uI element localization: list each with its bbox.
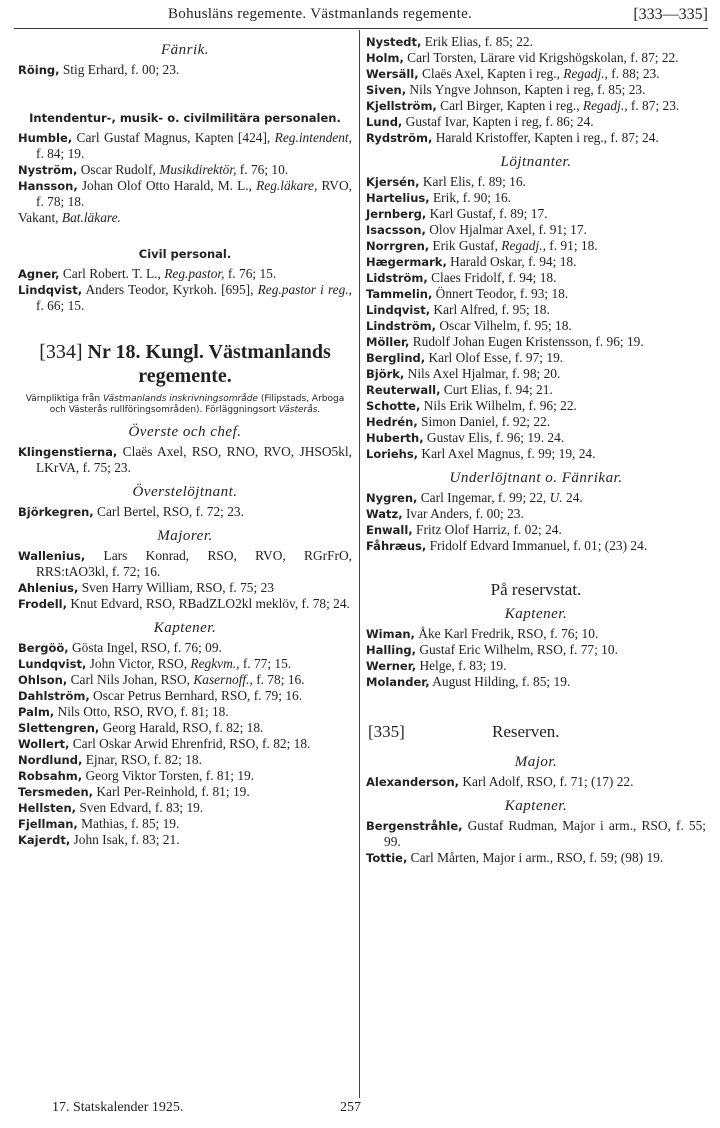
person-surname: Björkegren,	[18, 505, 94, 519]
person-surname: Björk,	[366, 367, 405, 381]
note-italic: Västmanlands inskrivningsområde	[102, 394, 258, 404]
person-surname: Loriehs,	[366, 447, 419, 461]
spacer	[18, 78, 352, 90]
personnel-entry	[366, 642, 706, 658]
person-surname: Tersmeden,	[18, 785, 94, 799]
entry-text: RVO, f. 78; 18.	[36, 178, 352, 209]
personnel-entry	[18, 704, 352, 720]
entry-text: Lars Konrad, RSO, RVO, RGrFrO, RRS:tAO3kl, f. 72; 16.	[36, 548, 352, 579]
section-heading: Kaptener.	[504, 798, 568, 814]
person-surname: Berglind,	[366, 351, 426, 365]
entry-text: Simon Daniel, f. 92; 22.	[417, 414, 551, 429]
person-surname: Agner,	[18, 267, 60, 281]
personnel-entry	[366, 98, 706, 114]
personnel-entry	[366, 302, 706, 318]
entry-text: Claës Axel, Kapten i reg.,	[418, 66, 564, 81]
person-surname: Nyström,	[18, 163, 78, 177]
section-number: [334]	[39, 341, 83, 363]
section-heading: Överstelöjtnant.	[132, 484, 238, 500]
entry-text: Ejnar, RSO, f. 82; 18.	[82, 752, 202, 767]
person-surname: Kjellström,	[366, 99, 437, 113]
entry-text: Claës Axel, RSO, RNO, RVO, JHSO5kl, LKrVA, f. 75; 23.	[36, 444, 352, 475]
personnel-entry	[366, 334, 706, 350]
personnel-entry	[366, 114, 706, 130]
page-range: [333—335]	[633, 6, 708, 23]
entry-text: Harald Kristoffer, Kapten i reg., f. 87; 24.	[432, 130, 659, 145]
entry-text: 24.	[562, 490, 583, 505]
person-surname: Halling,	[366, 643, 416, 657]
personnel-entry	[18, 656, 352, 672]
entry-text: Carl Birger, Kapten i reg.,	[436, 98, 583, 113]
person-surname: Wollert,	[18, 737, 70, 751]
person-surname: Dahlström,	[18, 689, 90, 703]
person-surname: Tammelin,	[366, 287, 433, 301]
personnel-entry	[366, 446, 706, 462]
person-surname: Werner,	[366, 659, 417, 673]
entry-text: Erik Elias, f. 85; 22.	[421, 34, 533, 49]
section-heading: Underlöjtnant o. Fänrikar.	[449, 470, 623, 486]
person-surname: Isacsson,	[366, 223, 426, 237]
entry-text: Stig Erhard, f. 00; 23.	[59, 62, 180, 77]
person-surname: Klingenstierna,	[18, 445, 118, 459]
entry-text: Oscar Vilhelm, f. 95; 18.	[435, 318, 572, 333]
person-surname: Slettengren,	[18, 721, 100, 735]
personnel-entry	[18, 210, 352, 226]
entry-text: f. 87; 23.	[627, 98, 680, 113]
entry-text: Nils Erik Wilhelm, f. 96; 22.	[420, 398, 577, 413]
personnel-entry	[366, 130, 706, 146]
entry-text: f. 78; 16.	[252, 672, 305, 687]
entry-text: f. 76; 15.	[224, 266, 277, 281]
person-surname: Reuterwall,	[366, 383, 441, 397]
entry-text: Oscar Petrus Bernhard, RSO, f. 79; 16.	[89, 688, 303, 703]
section-label: Reserven.	[492, 722, 560, 741]
person-surname: Nystedt,	[366, 35, 422, 49]
entry-text: Nils Otto, RSO, RVO, f. 81; 18.	[54, 704, 229, 719]
entry-text: Olov Hjalmar Axel, f. 91; 17.	[425, 222, 587, 237]
person-surname: Ohlson,	[18, 673, 68, 687]
personnel-entry	[18, 504, 352, 520]
right-column	[366, 34, 706, 866]
personnel-entry	[366, 538, 706, 554]
person-surname: Wersäll,	[366, 67, 419, 81]
entry-title: U.	[549, 490, 563, 505]
entry-text: Curt Elias, f. 94; 21.	[440, 382, 553, 397]
reserve-section-heading	[366, 724, 706, 746]
personnel-entry	[366, 366, 706, 382]
entry-text: Karl Axel Magnus, f. 99; 19, 24.	[418, 446, 596, 461]
personnel-entry	[366, 66, 706, 82]
entry-text: John Victor, RSO,	[86, 656, 191, 671]
personnel-entry	[366, 222, 706, 238]
section-heading: Kaptener.	[504, 606, 568, 622]
personnel-entry	[366, 414, 706, 430]
entry-text: Rudolf Johan Eugen Kristensson, f. 96; 19.	[409, 334, 644, 349]
entry-text: Carl Bertel, RSO, f. 72; 23.	[93, 504, 244, 519]
person-surname: Kajerdt,	[18, 833, 71, 847]
person-surname: Alexanderson,	[366, 775, 460, 789]
column-divider	[359, 30, 360, 1098]
left-column	[18, 34, 352, 848]
entry-title: Reg.intendent,	[274, 130, 352, 145]
person-surname: Fjellman,	[18, 817, 78, 831]
entry-text: Åke Karl Fredrik, RSO, f. 76; 10.	[414, 626, 599, 641]
person-surname: Bergenstråhle,	[366, 819, 463, 833]
person-surname: Molander,	[366, 675, 430, 689]
person-surname: Humble,	[18, 131, 73, 145]
personnel-entry	[18, 130, 352, 162]
person-surname: Rydström,	[366, 131, 433, 145]
personnel-entry	[366, 318, 706, 334]
entry-text: Anders Teodor, Kyrkoh. [695],	[82, 282, 258, 297]
entry-text: Önnert Teodor, f. 93; 18.	[432, 286, 569, 301]
personnel-entry	[18, 282, 352, 314]
person-surname: Ahlenius,	[18, 581, 79, 595]
entry-text: Carl Nils Johan, RSO,	[67, 672, 194, 687]
person-surname: Lundqvist,	[18, 657, 87, 671]
entry-text: Karl Elis, f. 89; 16.	[419, 174, 526, 189]
entry-title: Regadj.,	[501, 238, 546, 253]
entry-title: Reg.läkare,	[256, 178, 318, 193]
person-surname: Möller,	[366, 335, 410, 349]
note-text: (Filipstads, Arboga och Västerås rullföringsområden). Förläggningsort	[49, 394, 345, 415]
page-footer	[0, 1100, 720, 1120]
entry-text: Erik, f. 90; 16.	[429, 190, 512, 205]
entry-text: Carl Robert. T. L.,	[59, 266, 165, 281]
personnel-entry	[366, 190, 706, 206]
entry-text: Gösta Ingel, RSO, f. 76; 09.	[68, 640, 222, 655]
personnel-entry	[366, 674, 706, 690]
personnel-entry	[18, 800, 352, 816]
personnel-entry	[366, 286, 706, 302]
entry-text: Carl Torsten, Lärare vid Krigshögskolan, f. 87; 22.	[403, 50, 679, 65]
personnel-entry	[366, 174, 706, 190]
person-surname: Robsahm,	[18, 769, 83, 783]
entry-text: f. 66; 15.	[36, 298, 85, 313]
entry-title: Regadj.,	[582, 98, 628, 113]
regiment-title: Nr 18. Kungl. Västmanlands regemente.	[87, 341, 331, 387]
personnel-entry	[366, 254, 706, 270]
section-heading: Överste och chef.	[128, 424, 242, 440]
personnel-entry	[366, 238, 706, 254]
entry-text: Claes Fridolf, f. 94; 18.	[427, 270, 557, 285]
entry-text: f. 91; 18.	[545, 238, 598, 253]
person-surname: Lindström,	[366, 319, 436, 333]
personnel-entry	[18, 688, 352, 704]
entry-text: Carl Mårten, Major i arm., RSO, f. 59; (98) 19.	[407, 850, 664, 865]
personnel-entry	[366, 774, 706, 790]
entry-text: Karl Olof Esse, f. 97; 19.	[425, 350, 564, 365]
personnel-entry	[18, 162, 352, 178]
entry-text: Sven Edvard, f. 83; 19.	[76, 800, 204, 815]
entry-text: Mathias, f. 85; 19.	[77, 816, 180, 831]
entry-text: Karl Gustaf, f. 89; 17.	[426, 206, 548, 221]
entry-text: Oscar Rudolf,	[77, 162, 160, 177]
person-surname: Hartelius,	[366, 191, 430, 205]
personnel-entry	[18, 444, 352, 476]
section-heading: Kaptener.	[153, 620, 217, 636]
entry-text: Gustaf Rudman, Major i arm., RSO, f. 55; 99.	[384, 818, 706, 849]
entry-text: f. 88; 23.	[607, 66, 660, 81]
person-surname: Hellsten,	[18, 801, 77, 815]
running-title: Bohusläns regemente. Västmanlands regemente.	[168, 6, 473, 22]
subsection-heading: Civil personal.	[138, 247, 232, 261]
entry-text: August Hilding, f. 85; 19.	[429, 674, 571, 689]
entry-text: Georg Viktor Torsten, f. 81; 19.	[82, 768, 255, 783]
person-surname: Jernberg,	[366, 207, 427, 221]
page-header	[0, 4, 720, 28]
header-rule	[14, 28, 708, 29]
personnel-entry	[366, 850, 706, 866]
entry-text: Nils Axel Hjalmar, f. 98; 20.	[404, 366, 561, 381]
subsection-heading: Intendentur-, musik- o. civilmilitära personalen.	[29, 111, 341, 125]
personnel-entry	[366, 82, 706, 98]
personnel-entry	[18, 266, 352, 282]
personnel-entry	[18, 816, 352, 832]
entry-text: Fritz Olof Harriz, f. 02; 24.	[412, 522, 562, 537]
entry-text: Carl Gustaf Magnus, Kapten [424],	[72, 130, 275, 145]
entry-title: Regkvm.,	[190, 656, 240, 671]
person-surname: Norrgren,	[366, 239, 430, 253]
entry-text: Carl Oskar Arwid Ehrenfrid, RSO, f. 82; 18.	[69, 736, 311, 751]
person-surname: Bergöö,	[18, 641, 69, 655]
section-number: [335]	[368, 722, 405, 741]
person-surname: Kjersén,	[366, 175, 420, 189]
person-surname: Lindqvist,	[366, 303, 431, 317]
person-surname: Huberth,	[366, 431, 424, 445]
regiment-note	[18, 394, 352, 416]
personnel-entry	[18, 672, 352, 688]
personnel-entry	[366, 382, 706, 398]
entry-text: f. 76; 10.	[236, 162, 289, 177]
personnel-entry	[366, 490, 706, 506]
entry-text: Knut Edvard, RSO, RBadZLO2kl meklöv, f. 78; 24.	[66, 596, 350, 611]
reserve-heading: På reservstat.	[490, 580, 582, 599]
personnel-entry	[366, 626, 706, 642]
entry-text: Harald Oskar, f. 94; 18.	[446, 254, 577, 269]
person-surname: Röing,	[18, 63, 60, 77]
entry-title: Musikdirektör,	[159, 162, 237, 177]
section-heading: Löjtnanter.	[500, 154, 572, 170]
entry-text: f. 77; 15.	[239, 656, 292, 671]
entry-text: Johan Olof Otto Harald, M. L.,	[77, 178, 257, 193]
person-surname: Lindqvist,	[18, 283, 83, 297]
regiment-heading	[18, 340, 352, 388]
person-surname: Hægermark,	[366, 255, 447, 269]
person-surname: Hedrén,	[366, 415, 418, 429]
personnel-entry	[366, 34, 706, 50]
personnel-entry	[18, 784, 352, 800]
personnel-entry	[366, 818, 706, 850]
person-surname: Nygren,	[366, 491, 418, 505]
personnel-entry	[18, 548, 352, 580]
personnel-entry	[18, 596, 352, 612]
personnel-entry	[18, 640, 352, 656]
entry-text: Karl Adolf, RSO, f. 71; (17) 22.	[459, 774, 634, 789]
person-surname: Frodell,	[18, 597, 67, 611]
entry-text: Nils Yngve Johnson, Kapten i reg, f. 85; 23.	[406, 82, 646, 97]
personnel-entry	[366, 658, 706, 674]
personnel-entry	[366, 430, 706, 446]
footer-source: 17. Statskalender 1925.	[52, 1100, 184, 1115]
entry-text: f. 84; 19.	[36, 146, 85, 161]
entry-title: Bat.läkare.	[61, 210, 121, 225]
person-surname: Schotte,	[366, 399, 421, 413]
entry-text: Carl Ingemar, f. 99; 22,	[417, 490, 550, 505]
entry-text: Gustav Elis, f. 96; 19. 24.	[423, 430, 565, 445]
section-heading: Major.	[514, 754, 558, 770]
personnel-entry	[366, 270, 706, 286]
person-surname: Palm,	[18, 705, 55, 719]
personnel-entry	[18, 720, 352, 736]
person-surname: Wiman,	[366, 627, 415, 641]
entry-text: Gustaf Ivar, Kapten i reg, f. 86; 24.	[402, 114, 594, 129]
person-surname: Hansson,	[18, 179, 78, 193]
entry-text: Fridolf Edvard Immanuel, f. 01; (23) 24.	[426, 538, 648, 553]
entry-title: Regadj.,	[563, 66, 608, 81]
entry-text: John Isak, f. 83; 21.	[70, 832, 180, 847]
person-surname: Watz,	[366, 507, 403, 521]
entry-text: Gustaf Eric Wilhelm, RSO, f. 77; 10.	[416, 642, 618, 657]
entry-text: Karl Per-Reinhold, f. 81; 19.	[93, 784, 250, 799]
entry-title: Kasernoff.,	[193, 672, 253, 687]
personnel-entry	[18, 768, 352, 784]
personnel-entry	[18, 832, 352, 848]
entry-text: Georg Harald, RSO, f. 82; 18.	[99, 720, 264, 735]
personnel-entry	[18, 62, 352, 78]
entry-text: Erik Gustaf,	[429, 238, 502, 253]
note-italic: Västerås.	[278, 405, 321, 415]
person-surname: Lidström,	[366, 271, 428, 285]
personnel-entry	[18, 580, 352, 596]
personnel-entry	[366, 50, 706, 66]
person-surname: Nordlund,	[18, 753, 83, 767]
entry-text: Ivar Anders, f. 00; 23.	[402, 506, 524, 521]
section-heading: Majorer.	[157, 528, 213, 544]
person-surname: Wallenius,	[18, 549, 86, 563]
personnel-entry	[18, 178, 352, 210]
entry-text: Helge, f. 83; 19.	[416, 658, 507, 673]
entry-text: Karl Alfred, f. 95; 18.	[430, 302, 550, 317]
person-surname: Tottie,	[366, 851, 408, 865]
entry-text: Sven Harry William, RSO, f. 75; 23	[78, 580, 274, 595]
personnel-entry	[366, 506, 706, 522]
entry-text: Vakant,	[18, 210, 62, 225]
personnel-entry	[366, 350, 706, 366]
person-surname: Lund,	[366, 115, 403, 129]
personnel-entry	[366, 398, 706, 414]
section-heading: Fänrik.	[160, 42, 210, 58]
personnel-entry	[18, 752, 352, 768]
personnel-entry	[18, 736, 352, 752]
entry-title: Reg.pastor,	[164, 266, 225, 281]
personnel-entry	[366, 206, 706, 222]
person-surname: Fåhræus,	[366, 539, 427, 553]
entry-title: Reg.pastor i reg.,	[257, 282, 352, 297]
person-surname: Holm,	[366, 51, 404, 65]
note-text: Värnpliktiga från	[25, 394, 103, 404]
person-surname: Siven,	[366, 83, 407, 97]
person-surname: Enwall,	[366, 523, 413, 537]
page-number: 257	[340, 1100, 361, 1115]
personnel-entry	[366, 522, 706, 538]
